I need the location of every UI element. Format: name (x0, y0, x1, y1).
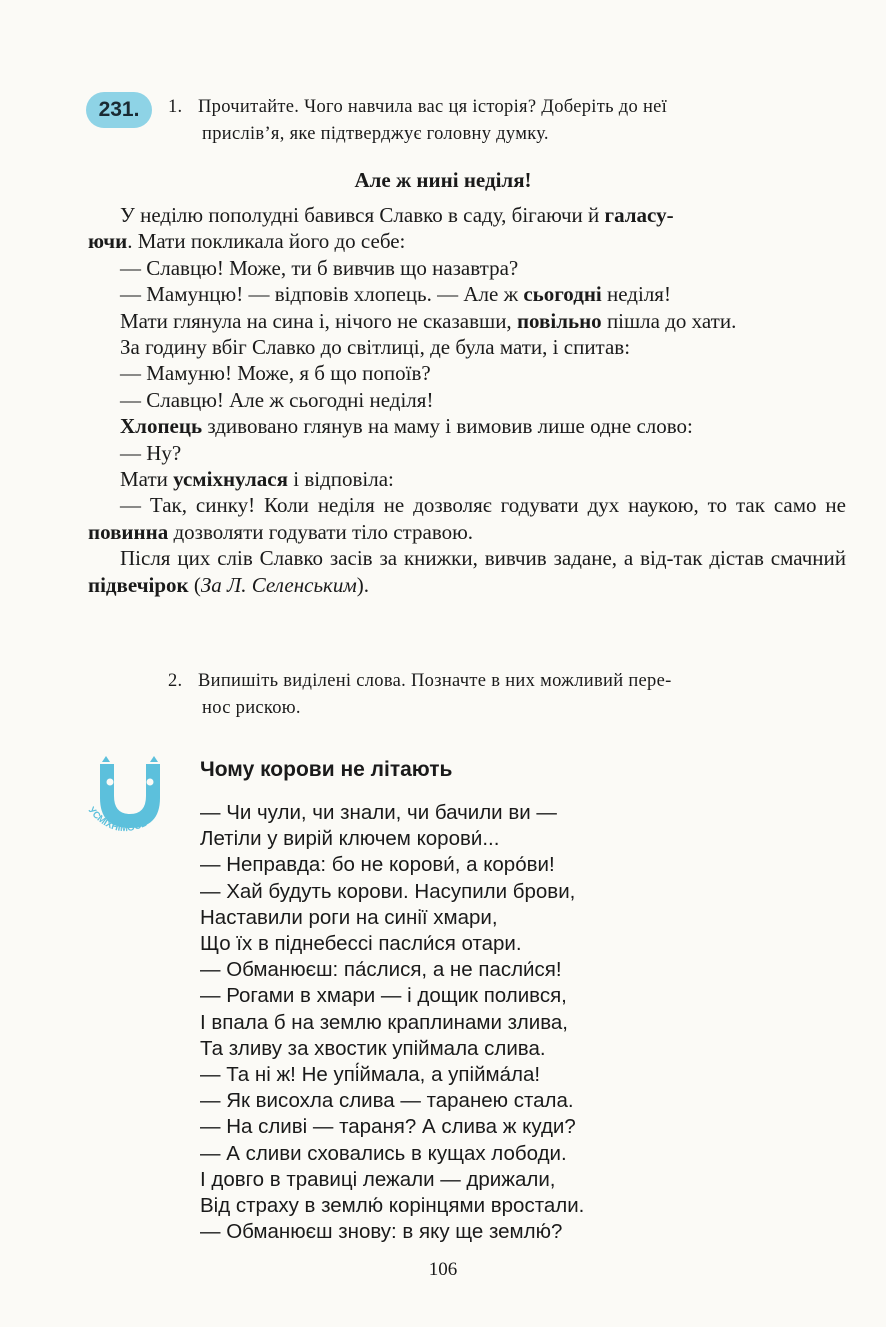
poem-line: — А сливи сховались в кущах лободи. (200, 1141, 567, 1165)
story-paragraph: — Славцю! Може, ти б вивчив що назавтра? (120, 255, 519, 280)
story-paragraph: Мати глянула на сина і, нічого не сказавши, повільно пішла до хати. (120, 308, 737, 333)
highlighted-word: повільно (516, 308, 602, 333)
poem-line: Летіли у вирій ключем корови́... (200, 827, 500, 851)
task-1 (168, 94, 848, 148)
poem-line: І впала б на землю краплинами злива, (200, 1010, 568, 1034)
story-paragraph: У неділю пополудні бавився Славко в саду, бігаючи й галасу- ючи. Мати покликала його до себе: (88, 203, 674, 254)
poem-line: — Неправда: бо не корови́, а коро́ви! (200, 853, 555, 877)
task-2-line-2: нос рискою. (202, 698, 301, 718)
story-paragraph: — Так, синку! Коли неділя не дозволяє годувати дух наукою, то так само не повинна дозволяти годувати тіло стравою. (88, 493, 846, 544)
author-attribution: За Л. Селенським (200, 572, 357, 597)
story-paragraph: — Славцю! Але ж сьогодні неділя! (120, 387, 434, 412)
highlighted-word: повинна (88, 519, 169, 544)
poem-line: Від страху в землю́ корінцями вростали. (200, 1194, 585, 1218)
highlighted-word: Хлопець (120, 414, 203, 439)
highlighted-word: усміхнулася (173, 467, 288, 492)
highlighted-word: сьогодні (523, 282, 602, 307)
task-2-number: 2. (168, 671, 183, 691)
task-1-line-2: прислів’я, яке підтверджує головну думку. (202, 124, 549, 144)
story-paragraph: Після цих слів Славко засів за книжки, вивчив задане, а від-так дістав смачний підвечірок (За Л. Селенським). (88, 546, 846, 597)
poem-line: Що їх в піднебессі пасли́ся отари. (200, 932, 522, 956)
poem-line: — Рогами в хмари — і дощик полився, (200, 984, 567, 1008)
story-paragraph: За годину вбіг Славко до світлиці, де була мати, і спитав: (120, 335, 631, 360)
poem-line: — Як висохла слива — таранею стала. (200, 1089, 574, 1113)
story-paragraph: — Мамуню! Може, я б що попоїв? (120, 361, 431, 386)
task-1-line-1: Прочитайте. Чого навчила вас ця історія? Доберіть до неї (198, 97, 668, 117)
story-paragraph: Хлопець здивовано глянув на маму і вимовив лише одне слово: (120, 414, 693, 439)
poem-line: І довго в травиці лежали — дрижали, (200, 1167, 556, 1191)
smile-logo-text: УСМІХНІМОСЬ (85, 805, 150, 835)
task-2 (168, 668, 848, 722)
task-1-number: 1. (168, 97, 183, 117)
page-number: 106 (428, 1259, 458, 1280)
poem-line: Та зливу за хвостик упіймала слива. (200, 1036, 546, 1060)
exercise-number-badge: 231. (86, 92, 152, 128)
story-paragraph: Мати усміхнулася і відповіла: (120, 467, 394, 492)
poem-line: — Обманюєш знову: в яку ще землю́? (200, 1220, 563, 1244)
task-2-line-1: Випишіть виділені слова. Позначте в них можливий пере- (198, 671, 672, 691)
highlighted-word: ючи (88, 229, 128, 254)
poem-line: Наставили роги на синії хмари, (200, 905, 498, 929)
poem-line: — Обманюєш: па́слися, а не пасли́ся! (200, 958, 562, 982)
story-text (88, 202, 846, 598)
poem-line: — Та ні ж! Не упі́ймала, а упійма́ла! (200, 1063, 541, 1087)
poem-line: — Чи чули, чи знали, чи бачили ви — (200, 801, 557, 824)
story-paragraph: — Ну? (120, 440, 182, 465)
highlighted-word: підвечірок (88, 572, 189, 597)
story-title: Але ж нині неділя! (354, 168, 532, 192)
story-paragraph: — Мамунцю! — відповів хлопець. — Але ж сьогодні неділя! (120, 282, 671, 307)
poem-title: Чому корови не літають (200, 758, 453, 781)
smile-section-logo-icon (82, 756, 182, 844)
poem-text (200, 800, 820, 1245)
poem-line: — На сливі — тараня? А слива ж куди? (200, 1115, 576, 1139)
poem-line: — Хай будуть корови. Насупили брови, (200, 879, 576, 903)
highlighted-word: галасу- (604, 203, 674, 227)
